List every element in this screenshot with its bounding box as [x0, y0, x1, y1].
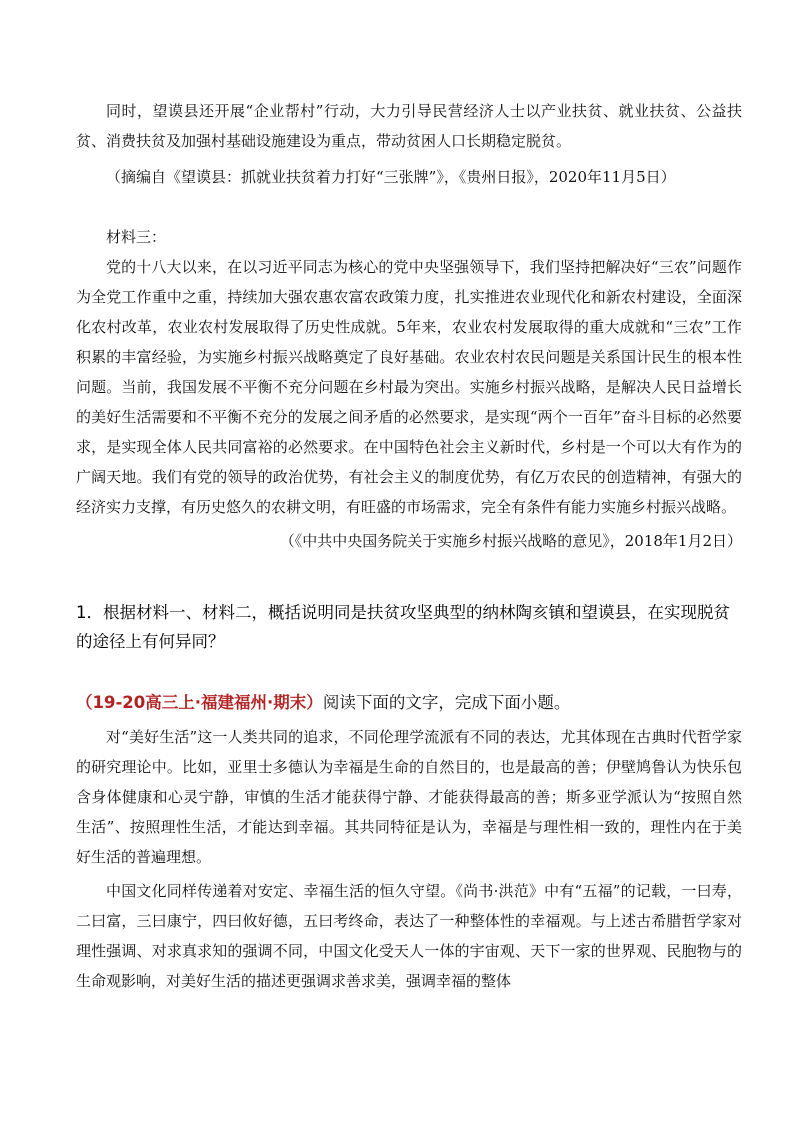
material2-citation: （摘编自《望谟县：抓就业扶贫着力打好“三张牌”》，《贵州日报》，2020年11月5日） [106, 168, 676, 186]
question-1 [76, 598, 742, 656]
section-2-paragraph-2: 中国文化同样传递着对安定、幸福生活的恒久守望。《尚书·洪范》中有“五福”的记载，一曰寿，二曰富，三曰康宁，四曰攸好德，五曰考终命，表达了一种整体性的幸福观。与上述古希腊哲学家对理性强调、对求真求知的强调不同，中国文化受天人一体的宇宙观、天下一家的世界观、民胞物与的生命观影响，对美好生活的描述更强调求善求美，强调幸福的整体 [76, 882, 742, 990]
material3 [76, 222, 742, 556]
section-2-instruction: 阅读下面的文字，完成下面小题。 [322, 693, 571, 712]
section-2-lead [76, 688, 742, 718]
material2-paragraph: 同时，望谟县还开展“企业帮村”行动，大力引导民营经济人士以产业扶贫、就业扶贫、公益扶贫、消费扶贫及加强村基础设施建设为重点，带动贫困人口长期稳定脱贫。 [76, 102, 742, 150]
material3-paragraph: 党的十八大以来，在以习近平同志为核心的党中央坚强领导下，我们坚持把解决好“三农”问题作为全党工作重中之重，持续加大强农惠农富农政策力度，扎实推进农业现代化和新农村建设，全面深化农村改革，农业农村发展取得了历史性成就。5年来，农业农村发展取得的重大成就和“三农”工作积累的丰富经验，为实施乡村振兴战略奠定了良好基础。农业农村农民问题是关系国计民生的根本性问题。当前，我国发展不平衡不充分问题在乡村最为突出。实施乡村振兴战略，是解决人民日益增长的美好生活需要和不平衡不充分的发展之间矛盾的必然要求，是实现“两个一百年”奋斗目标的必然要求，是实现全体人民共同富裕的必然要求。在中国特色社会主义新时代，乡村是一个可以大有作为的广阔天地。我们有党的领导的政治优势，有社会主义的制度优势，有亿万农民的创造精神，有强大的经济实力支撑，有历史悠久的农耕文明，有旺盛的市场需求，完全有条件有能力实施乡村振兴战略。 [76, 258, 742, 516]
material2-tail [76, 96, 742, 192]
source-tag: （19-20高三上·福建福州·期末） [76, 693, 323, 712]
section-2-paragraph-1: 对“美好生活”这一人类共同的追求，不同伦理学流派有不同的表达，尤其体现在古典时代哲学家的研究理论中。比如，亚里士多德认为幸福是生命的自然目的，也是最高的善；伊壁鸠鲁认为快乐包含身体健康和心灵宁静，审慎的生活才能获得宁静、才能获得最高的善；斯多亚学派认为“按照自然生活”、按照理性生活，才能达到幸福。其共同特征是认为，幸福是与理性相一致的，理性内在于美好生活的普遍理想。 [76, 728, 742, 866]
material3-citation: （《中共中央国务院关于实施乡村振兴战略的意见》，2018年1月2日） [279, 532, 742, 550]
section-2 [76, 688, 742, 996]
question-1-text: 1．根据材料一、材料二，概括说明同是扶贫攻坚典型的纳林陶亥镇和望谟县，在实现脱贫的途径上有何异同？ [76, 603, 730, 651]
material3-label: 材料三： [106, 228, 167, 246]
